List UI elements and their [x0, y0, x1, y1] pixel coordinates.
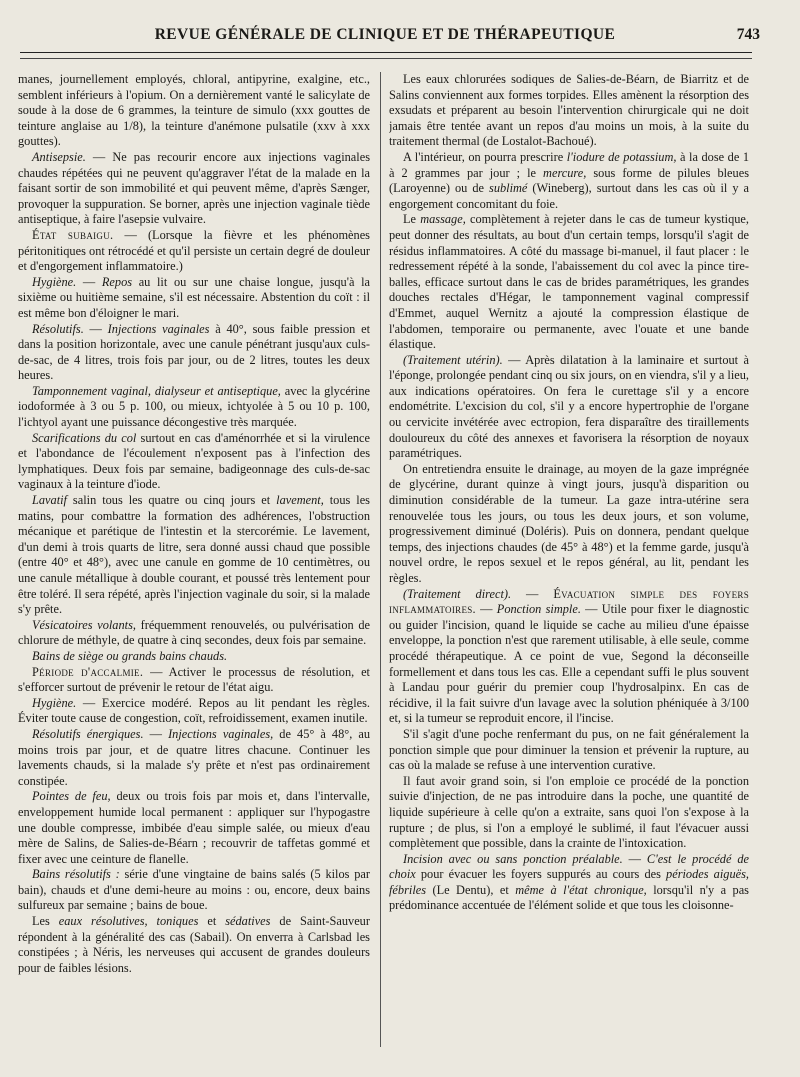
column-divider: [380, 72, 381, 1047]
text-run: —: [622, 851, 647, 866]
paragraph: [18, 649, 370, 665]
paragraph: [389, 727, 749, 774]
text-run: — Exercice modéré. Repos au lit pendant les règles. Éviter toute cause de congestion, coït, refroidissement, examen inutile.: [18, 695, 370, 726]
paragraph: [389, 353, 749, 462]
paragraph: [18, 914, 370, 976]
text-run: Ponction simple.: [496, 602, 581, 617]
text-run: sous forme de pilules bleues (Laroyenne) ou de: [389, 165, 749, 196]
paragraph: [389, 774, 749, 852]
text-run: (Le Dentu), et: [426, 882, 516, 897]
text-run: avec la glycérine iodoformée à 3 ou 5 p. 100, ou mieux, ichtyolée à 5 ou 10 p. 100, l'ichtyol ayant une puissance décongestive très marquée.: [18, 383, 370, 430]
paragraph: [18, 493, 370, 618]
paragraph: [389, 72, 749, 150]
right-column: [389, 72, 749, 1062]
text-run: —: [83, 321, 108, 336]
paragraph: [389, 150, 749, 212]
text-run: Évacuation simple des foyers inflammatoires.: [389, 586, 749, 617]
text-run: sédatives: [225, 914, 271, 929]
header-rule: [20, 52, 752, 53]
text-run: à 40°, sous faible pression et dans la position horizontale, avec une canule pénétrant jusqu'aux culs-de-sac, de 4 litres, trois fois par jour, ou de 2 litres, toutes les deux heures.: [18, 321, 370, 383]
text-run: Repos: [101, 274, 133, 289]
text-run: lavement,: [276, 493, 324, 508]
text-run: mercure,: [543, 165, 587, 180]
text-run: pour évacuer les foyers suppurés au cours des: [415, 867, 667, 882]
paragraph: [18, 665, 370, 696]
paragraph: [18, 228, 370, 275]
text-run: série d'une vingtaine de bains salés (5 kilos par bain), chauds et d'une demi-heure au moins : ou, encore, deux bains sulfureux par semaine ; bains de boue.: [18, 867, 370, 913]
left-column: [18, 72, 370, 1062]
running-header: [0, 26, 800, 52]
text-run: — Ne pas recourir encore aux injections vaginales chaudes répétées qui ne peuvent qu'aggraver l'état de la malade en la faisant sortir de son immobilité et qui peuvent même, d'après Sænger, provoquer la suppuration. Se borner, après une injection vaginale tiède antiseptique, à faire l'asepsie vulvaire.: [18, 149, 370, 227]
paragraph: [18, 867, 370, 914]
text-run: Scarifications du col: [32, 430, 137, 445]
text-run: Il faut avoir grand soin, si l'on emploie ce procédé de la ponction suivie d'injection, de ne pas introduire dans la poche, une quantité de liquide supérieure à celle qu'on a extraite, sans quoi l'on s'expose à la rupture ; de plus, si l'on a employé le sublimé, il faut l'évacuer aussi complètement que possible, dans la crainte de l'intoxication.: [389, 773, 749, 851]
paragraph: [18, 275, 370, 322]
text-run: Période d'accalmie.: [32, 664, 144, 679]
text-run: Les: [32, 914, 59, 929]
text-run: Bains résolutifs :: [32, 867, 120, 882]
text-run: Résolutifs énergiques.: [32, 726, 144, 741]
text-run: — Utile pour fixer le diagnostic ou guider l'incision, quand le liquide se cache au milieu d'une épaisse enveloppe, la ponction n'est que rarement utilisable, à elle seule, comme procédé thérapeutique. A ce point de vue, Segond la déconseille formellement et dans tous les cas. Elle a cependant suffi le plus souvent à Landau pour guérir du premier coup l'hydrosalpinx. En cas de récidive, il la fait suivre d'un lavage avec la solution phéniquée à 3/100 et, si la tumeur se reproduit encore, il l'incise.: [389, 602, 749, 726]
text-run: complètement à rejeter dans le cas de tumeur kystique, peut donner des résultats, au bout d'un certain temps, lorsqu'il s'agit de résidus inflammatoires. A côté du massage bi-manuel, il faut placer : le redressement répété à la sonde, l'abaissement du col avec la pince tire-balles, efficace surtout dans le cas de brides paramétriques, les grandes douches rectales d'Hégar, le tamponnement vaginal compressif d'Emmet, auquel Wernitz a ajouté la compression élastique de l'abdomen, temporaire ou permanente, avec l'ouate et une bande élastique.: [389, 212, 749, 352]
text-run: S'il s'agit d'une poche renfermant du pus, on ne fait généralement la ponction simple que pour diminuer la tension et prévenir la rupture, au cas où la malade se refuse à une intervention curative.: [389, 726, 749, 773]
paragraph: [18, 789, 370, 867]
running-title: REVUE GÉNÉRALE DE CLINIQUE ET DE THÉRAPEUTIQUE: [154, 26, 616, 43]
paragraph: [18, 431, 370, 493]
text-run: Le: [403, 212, 421, 227]
text-run: deux ou trois fois par mois et, dans l'intervalle, enveloppement humide local permanent : appliquer sur l'hypogastre une double compresse, imbibée d'eau simple salée, ou mieux d'eau mère de Salins, de Salies-de-Béarn ; recouvrir de taffetas gommé et fixer avec une ceinture de flanelle.: [18, 789, 370, 866]
text-run: Incision avec ou sans ponction préalable.: [403, 851, 623, 866]
text-run: Antisepsie.: [32, 149, 86, 164]
text-run: (Traitement utérin).: [403, 352, 503, 367]
text-run: même à l'état chronique,: [515, 882, 647, 897]
paragraph: [389, 587, 749, 727]
text-run: au lit ou sur une chaise longue, jusqu'à la sixième ou huitième semaine, s'il est nécessaire. Abstention du coït : il est même bon d'éloigner le mari.: [18, 274, 370, 320]
text-run: — (Lorsque la fièvre et les phénomènes péritonitiques ont rétrocédé et qu'il persiste un certain degré de douleur et d'engorgement inflammatoire.): [18, 227, 370, 274]
text-run: —: [475, 602, 497, 617]
text-run: —: [143, 726, 169, 741]
text-run: l'iodure de potassium,: [566, 149, 677, 164]
text-run: Injections vaginales: [107, 321, 210, 336]
text-run: (Wineberg), surtout dans les cas où il y a engorgement concomitant du foie.: [389, 181, 749, 211]
paragraph: [389, 462, 749, 587]
text-run: Tamponnement vaginal, dialyseur et antiseptique,: [32, 383, 281, 398]
text-run: salin tous les quatre ou cinq jours et: [66, 493, 277, 508]
text-run: On entretiendra ensuite le drainage, au moyen de la gaze imprégnée de glycérine, durant quinze à vingt jours, jusqu'à disparition ou diminution considérable de la tumeur. La gaze intra-utérine sera renouvelée tous les jours, ou tous les deux jours, et son volume, progressivement diminué (Doléris). Puis on donnera, pendant quelque temps, des injections chaudes (de 45° à 48°) et la femme garde, jusqu'à nouvel ordre, le repos sexuel et le repos général, au lit, pendant les règles.: [389, 461, 749, 585]
text-run: —: [76, 274, 102, 289]
text-run: C'est le procédé de choix: [389, 851, 749, 882]
text-run: —: [511, 586, 554, 601]
page-number: 743: [736, 26, 760, 43]
text-run: manes, journellement employés, chloral, antipyrine, exalgine, etc., semblent inférieurs à l'opium. On a dernièrement vanté le salicylate de soude à la dose de 6 grammes, la teinture de simulo (xxx gouttes de teinture anglaise au 1/8), la teinture d'anémone pulsatile (xxv à xxx gouttes).: [18, 72, 370, 149]
text-run: Résolutifs.: [32, 321, 84, 336]
text-run: à la dose de 1 à 2 grammes par jour ; le: [389, 149, 749, 180]
text-run: Hygiène.: [32, 695, 77, 710]
text-run: fréquemment renouvelés, ou pulvérisation de chlorure de méthyle, de quatre à cinq secondes, deux fois par semaine.: [18, 617, 370, 648]
text-run: État subaigu.: [32, 227, 114, 242]
paragraph: [18, 322, 370, 384]
text-run: massage,: [420, 212, 466, 227]
text-run: Bains de siège ou grands bains chauds.: [32, 648, 228, 663]
text-run: tous les matins, pour combattre la formation des adhérences, l'obstruction mécanique et parétique de l'intestin et la stercorémie. Le lavement, d'un demi à trois quarts de litre, sera donné aussi chaud que possible (entre 40° et 48°), avec une canule en gomme de 10 centimètres, ou une canule métallique à double courant, et poussé très lentement pour être toléré. Il sera répété, après l'injection vaginale du soir, si la malade s'y prête.: [18, 493, 370, 617]
text-run: de Saint-Sauveur répondent à la généralité des cas (Sabail). On enverra à Carlsbad les constipées ; à Néris, les nerveuses qui accusent de grandes douleurs pour de faibles lésions.: [18, 914, 370, 975]
text-run: et: [198, 914, 226, 929]
paragraph: [18, 150, 370, 228]
text-run: lorsqu'il n'y a pas prédominance accentuée de l'élément solide et que tous les cloisonne-: [389, 882, 749, 913]
paragraph: [18, 696, 370, 727]
paragraph: [18, 727, 370, 789]
text-run: (Traitement direct).: [403, 586, 512, 601]
text-run: Injections vaginales,: [168, 726, 274, 741]
text-run: eaux résolutives, toniques: [58, 914, 199, 929]
header-rule-thin: [20, 58, 752, 59]
text-run: sublimé: [489, 181, 528, 196]
text-run: Les eaux chlorurées sodiques de Salies-de-Béarn, de Biarritz et de Salins conviennent aux formes torpides. Elles amènent la résorption des exsudats et préparent au besoin l'intervention chirurgicale qui ne doit jamais être tentée avant un repos d'au moins un mois, à la suite du traitement thermal (de Lostalot-Bachoué).: [389, 72, 749, 149]
text-run: périodes aiguës, fébriles: [389, 867, 749, 897]
text-run: A l'intérieur, on pourra prescrire: [403, 149, 567, 164]
paragraph: [389, 212, 749, 352]
text-run: — Après dilatation à la laminaire et surtout à l'éponge, prolongée pendant cinq ou six jours, on en viendra, s'il y a lieu, aux indications opératoires. On fera le curettage s'il y a encore endométrite. L'excision du col, s'il y a encore hypertrophie de l'organe ou cervicite invétérée avec ectropion, fera disparaître des tiraillements douloureux du côté des annexes et favorisera la résorption de noyaux paramétriques.: [389, 352, 749, 461]
paragraph: [18, 384, 370, 431]
text-run: Hygiène.: [32, 274, 77, 289]
text-run: surtout en cas d'aménorrhée et si la virulence et l'abondance de l'écoulement n'exposent pas à l'infection des lymphatiques. Deux fois par semaine, badigeonnage des culs-de-sac vaginaux à la teinture d'iode.: [18, 430, 370, 492]
paragraph: [389, 852, 749, 914]
text-run: Lavatif: [32, 493, 67, 508]
paragraph: [18, 618, 370, 649]
text-run: de 45° à 48°, au moins trois par jour, et de quatre litres chacune. Continuer les lavements chauds, si la malade s'y prête et n'est pas ordinairement constipée.: [18, 726, 370, 788]
paragraph: [18, 72, 370, 150]
text-run: Vésicatoires volants,: [32, 617, 136, 632]
text-run: Pointes de feu,: [32, 789, 111, 804]
text-run: — Activer le processus de résolution, et s'efforcer surtout de prévenir le retour de l'état aigu.: [18, 664, 370, 695]
